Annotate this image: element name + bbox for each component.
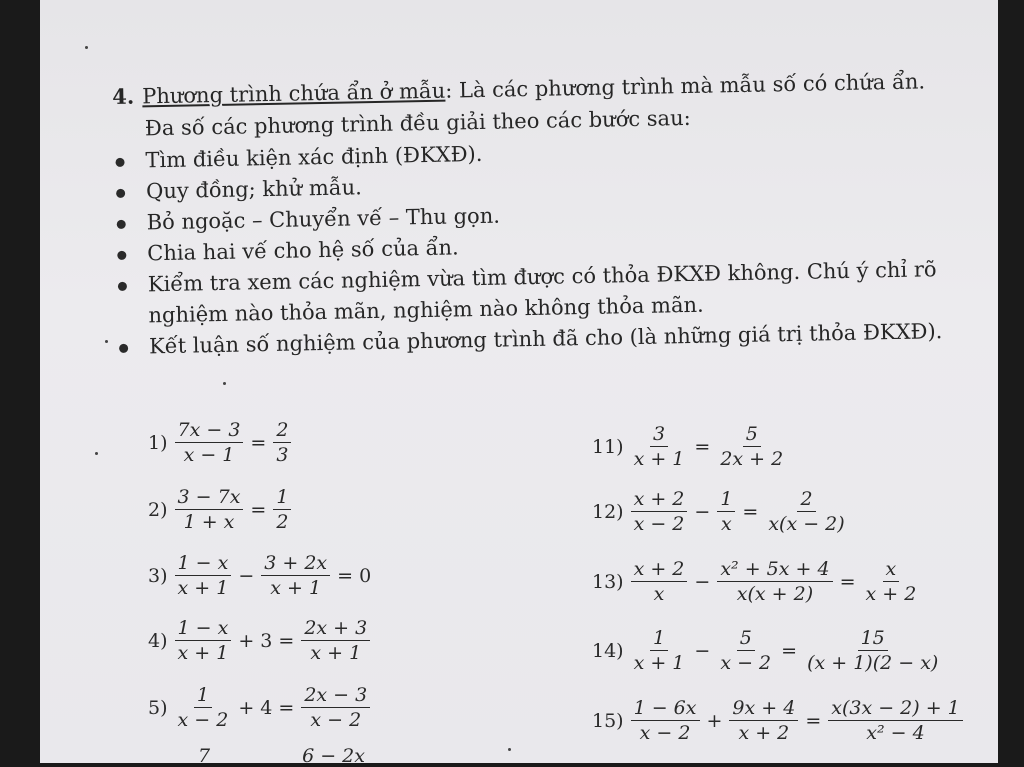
numerator: x + 2 <box>631 557 688 582</box>
operator: = <box>805 709 822 732</box>
denominator: x² − 4 <box>866 722 925 744</box>
denominator: x + 1 <box>177 642 229 664</box>
denominator: x + 1 <box>310 642 362 664</box>
denominator: x + 1 <box>633 652 685 674</box>
denominator: 1 + x <box>183 511 235 533</box>
exercise-3 <box>148 551 375 600</box>
operator: − <box>694 570 711 593</box>
exercise-list <box>40 0 998 767</box>
denominator: x − 2 <box>633 513 685 535</box>
operator: = <box>250 498 267 521</box>
paper-speck <box>223 382 226 385</box>
fraction <box>631 626 688 675</box>
fraction <box>765 487 847 536</box>
fraction <box>717 487 735 536</box>
numerator: 1 <box>717 487 735 512</box>
numerator: 6 − 2x <box>302 745 365 767</box>
step-item: Tìm điều kiện xác định (ĐKXĐ). <box>113 130 953 177</box>
exercise-11 <box>592 422 789 471</box>
worksheet-page <box>40 0 998 767</box>
fraction <box>804 626 941 675</box>
numerator: 1 − x <box>175 551 232 576</box>
operator: − <box>694 500 711 523</box>
numerator: 2x + 3 <box>301 616 370 641</box>
denominator: x <box>721 513 732 535</box>
section-definition: : Là các phương trình mà mẫu số có chứa ẩn. <box>445 69 926 103</box>
numerator: x² + 5x + 4 <box>717 557 832 582</box>
denominator: x − 2 <box>177 709 229 731</box>
fraction <box>175 551 232 600</box>
operator: − <box>238 564 255 587</box>
paper-speck <box>95 452 98 455</box>
exercise-number: 2) <box>148 498 168 521</box>
fraction <box>631 487 688 536</box>
exercise-1 <box>148 418 294 467</box>
numerator: 2x − 3 <box>301 683 370 708</box>
exercise-15 <box>592 696 966 745</box>
operator: = 0 <box>337 564 372 587</box>
fraction <box>862 557 919 606</box>
fraction <box>301 683 370 732</box>
numerator: 15 <box>858 626 888 651</box>
operator: + <box>706 709 723 732</box>
denominator: x + 2 <box>865 583 917 605</box>
denominator: x(x − 2) <box>768 513 845 535</box>
operator: + 3 = <box>238 629 295 652</box>
numerator: 3 + 2x <box>261 551 330 576</box>
numerator: 5 <box>743 422 761 447</box>
exercise-12 <box>592 487 851 536</box>
exercise-number: 14) <box>592 639 624 662</box>
fraction <box>273 418 291 467</box>
denominator: x − 1 <box>183 444 235 466</box>
denominator: (x + 1)(2 − x) <box>807 652 939 674</box>
numerator: 3 − 7x <box>175 485 244 510</box>
exercise-number: 5) <box>148 696 168 719</box>
exercise-number: 1) <box>148 431 168 454</box>
numerator: 5 <box>737 626 755 651</box>
step-item: Bỏ ngoặc – Chuyển vế – Thu gọn. <box>114 192 954 239</box>
numerator: 1 <box>194 683 212 708</box>
numerator: 2 <box>273 418 291 443</box>
denominator: x + 1 <box>633 448 685 470</box>
numerator: 7 <box>198 745 211 767</box>
numerator: x <box>883 557 900 582</box>
section-intro: Đa số các phương trình đều giải theo các bước sau: <box>144 105 691 141</box>
denominator: 2 <box>276 511 289 533</box>
numerator: 1 <box>273 485 291 510</box>
fraction <box>175 418 244 467</box>
section-topic: Phương trình chứa ẩn ở mẫu <box>141 78 446 109</box>
exercise-number: 3) <box>148 564 168 587</box>
denominator: x − 2 <box>720 652 772 674</box>
fraction <box>729 696 798 745</box>
denominator: x − 2 <box>639 722 691 744</box>
numerator: x(3x − 2) + 1 <box>828 696 963 721</box>
denominator: x + 1 <box>177 577 229 599</box>
denominator: x + 2 <box>738 722 790 744</box>
denominator: 2x + 2 <box>720 448 784 470</box>
step-item: Quy đồng; khử mẫu. <box>114 161 954 208</box>
fraction <box>273 485 291 534</box>
section-number: 4. <box>112 83 135 109</box>
step-item: Kiểm tra xem các nghiệm vừa tìm được có thỏa ĐKXĐ không. Chú ý chỉ rõ nghiệm nào thỏa mãn, nghiệm nào không thỏa mãn. <box>116 254 957 332</box>
fraction <box>175 485 244 534</box>
operator: = <box>781 639 798 662</box>
exercise-number: 4) <box>148 629 168 652</box>
exercise-number: 13) <box>592 570 624 593</box>
fraction <box>175 616 232 665</box>
fraction <box>301 616 370 665</box>
denominator: 3 <box>276 444 289 466</box>
fraction <box>631 696 700 745</box>
fraction <box>175 683 232 732</box>
operator: − <box>694 639 711 662</box>
fraction <box>631 557 688 606</box>
operator: = <box>694 435 711 458</box>
exercise-2 <box>148 485 294 534</box>
fraction <box>828 696 963 745</box>
exercise-13 <box>592 557 922 606</box>
denominator: x + 1 <box>270 577 322 599</box>
operator: = <box>839 570 856 593</box>
exercise-5 <box>148 683 373 732</box>
fraction <box>261 551 330 600</box>
fraction <box>717 626 774 675</box>
numerator: 1 − x <box>175 616 232 641</box>
exercise-number: 12) <box>592 500 624 523</box>
fraction <box>717 557 832 606</box>
numerator: 9x + 4 <box>729 696 798 721</box>
fraction <box>631 422 688 471</box>
numerator: 1 − 6x <box>631 696 700 721</box>
step-item: Kết luận số nghiệm của phương trình đã cho (là những giá trị thỏa ĐKXĐ). <box>117 316 957 363</box>
denominator: x(x + 2) <box>736 583 814 605</box>
numerator: 2 <box>797 487 815 512</box>
exercise-14 <box>592 626 944 675</box>
step-item: Chia hai vế cho hệ số của ẩn. <box>115 223 955 270</box>
exercise-number: 15) <box>592 709 624 732</box>
paper-speck <box>105 340 108 343</box>
operator: = <box>250 431 267 454</box>
denominator: x − 2 <box>310 709 362 731</box>
paper-speck <box>85 46 88 49</box>
numerator: 7x − 3 <box>175 418 244 443</box>
exercise-number: 11) <box>592 435 624 458</box>
operator: = <box>742 500 759 523</box>
numerator: x + 2 <box>631 487 688 512</box>
fraction <box>717 422 786 471</box>
numerator: 1 <box>650 626 668 651</box>
numerator: 3 <box>650 422 668 447</box>
paper-speck <box>508 748 511 751</box>
exercise-4 <box>148 616 373 665</box>
operator: + 4 = <box>238 696 295 719</box>
exercise-6-partial <box>198 745 365 767</box>
denominator: x <box>653 583 665 605</box>
